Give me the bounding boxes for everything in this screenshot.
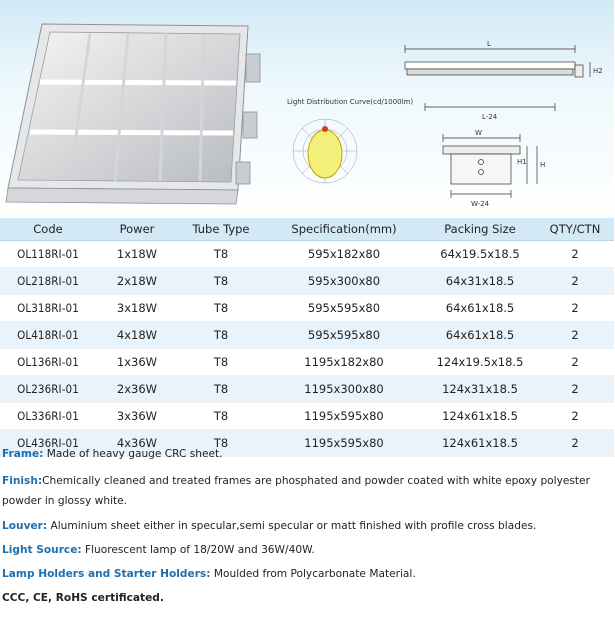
note-lamp-holders <box>2 567 612 581</box>
cell-power: 1x36W <box>96 349 178 376</box>
note-frame-label: Frame: <box>2 448 44 460</box>
cell-qty: 2 <box>536 241 614 268</box>
table-row <box>0 241 614 268</box>
luminaire-product-image <box>0 12 275 212</box>
cell-code: OL236RI-01 <box>0 376 96 403</box>
cell-specification: 595x182x80 <box>264 241 424 268</box>
product-notes <box>2 447 612 605</box>
cell-tube-type: T8 <box>178 376 264 403</box>
cell-tube-type: T8 <box>178 268 264 295</box>
cell-code: OL136RI-01 <box>0 349 96 376</box>
note-louver <box>2 519 612 533</box>
curve-title: Light Distribution Curve(cd/1000lm) <box>287 98 414 106</box>
note-light-source <box>2 543 612 557</box>
cell-specification: 595x595x80 <box>264 295 424 322</box>
note-light-source-text: Fluorescent lamp of 18/20W and 36W/40W. <box>81 544 315 556</box>
note-finish-text: Chemically cleaned and treated frames are phosphated and powder coated with white epoxy polyester powder in glossy white. <box>2 475 590 507</box>
width-section-diagram <box>435 128 555 208</box>
cell-qty: 2 <box>536 430 614 457</box>
cell-qty: 2 <box>536 376 614 403</box>
cell-packing-size: 124x61x18.5 <box>424 403 536 430</box>
dim-label-L24: L-24 <box>482 113 498 121</box>
table-row <box>0 295 614 322</box>
dim-label-L: L <box>487 40 491 48</box>
cell-power: 3x18W <box>96 295 178 322</box>
cell-qty: 2 <box>536 322 614 349</box>
col-header-packing-size: Packing Size <box>424 218 536 241</box>
cell-specification: 595x595x80 <box>264 322 424 349</box>
table-row <box>0 376 614 403</box>
cell-qty: 2 <box>536 403 614 430</box>
cell-power: 4x18W <box>96 322 178 349</box>
note-frame-text: Made of heavy gauge CRC sheet. <box>43 448 223 460</box>
note-finish <box>2 471 612 511</box>
table-row <box>0 322 614 349</box>
cell-power: 2x18W <box>96 268 178 295</box>
cell-specification: 1195x595x80 <box>264 430 424 457</box>
dim-label-W24: W-24 <box>471 200 490 208</box>
cell-code: OL418RI-01 <box>0 322 96 349</box>
table-header-row <box>0 218 614 241</box>
table-row <box>0 268 614 295</box>
cell-packing-size: 64x61x18.5 <box>424 295 536 322</box>
length-dimension-diagram <box>385 35 615 125</box>
cell-code: OL336RI-01 <box>0 403 96 430</box>
col-header-code: Code <box>0 218 96 241</box>
cell-power: 2x36W <box>96 376 178 403</box>
product-header-area <box>0 0 614 218</box>
dim-label-H: H <box>540 161 546 169</box>
cell-packing-size: 64x61x18.5 <box>424 322 536 349</box>
note-louver-text: Aluminium sheet either in specular,semi specular or matt finished with profile cross blades. <box>47 520 537 532</box>
certification-text: CCC, CE, RoHS certificated. <box>2 592 164 604</box>
dim-label-H2: H2 <box>593 67 603 75</box>
cell-specification: 1195x182x80 <box>264 349 424 376</box>
cell-tube-type: T8 <box>178 403 264 430</box>
table-row <box>0 403 614 430</box>
col-header-specification: Specification(mm) <box>264 218 424 241</box>
col-header-qty: QTY/CTN <box>536 218 614 241</box>
cell-power: 4x36W <box>96 430 178 457</box>
note-finish-label: Finish: <box>2 475 43 487</box>
cell-qty: 2 <box>536 295 614 322</box>
dim-label-W: W <box>475 129 482 137</box>
cell-packing-size: 124x61x18.5 <box>424 430 536 457</box>
cell-packing-size: 64x19.5x18.5 <box>424 241 536 268</box>
note-lamp-holders-text: Moulded from Polycarbonate Material. <box>210 568 416 580</box>
cell-code: OL118RI-01 <box>0 241 96 268</box>
product-spec-table <box>0 218 614 457</box>
note-light-source-label: Light Source: <box>2 544 82 556</box>
light-distribution-curve <box>285 96 414 191</box>
cell-tube-type: T8 <box>178 241 264 268</box>
cell-tube-type: T8 <box>178 295 264 322</box>
col-header-power: Power <box>96 218 178 241</box>
cell-packing-size: 64x31x18.5 <box>424 268 536 295</box>
cell-tube-type: T8 <box>178 322 264 349</box>
cell-code: OL218RI-01 <box>0 268 96 295</box>
note-frame <box>2 447 612 461</box>
cell-specification: 1195x595x80 <box>264 403 424 430</box>
cell-packing-size: 124x31x18.5 <box>424 376 536 403</box>
dim-label-H1: H1 <box>517 158 527 166</box>
note-louver-label: Louver: <box>2 520 48 532</box>
col-header-tube-type: Tube Type <box>178 218 264 241</box>
note-lamp-holders-label: Lamp Holders and Starter Holders: <box>2 568 211 580</box>
cell-code: OL436RI-01 <box>0 430 96 457</box>
cell-power: 3x36W <box>96 403 178 430</box>
cell-code: OL318RI-01 <box>0 295 96 322</box>
cell-qty: 2 <box>536 349 614 376</box>
cell-tube-type: T8 <box>178 349 264 376</box>
cell-specification: 595x300x80 <box>264 268 424 295</box>
cell-qty: 2 <box>536 268 614 295</box>
cell-packing-size: 124x19.5x18.5 <box>424 349 536 376</box>
table-row <box>0 349 614 376</box>
cell-tube-type: T8 <box>178 430 264 457</box>
cell-specification: 1195x300x80 <box>264 376 424 403</box>
cell-power: 1x18W <box>96 241 178 268</box>
